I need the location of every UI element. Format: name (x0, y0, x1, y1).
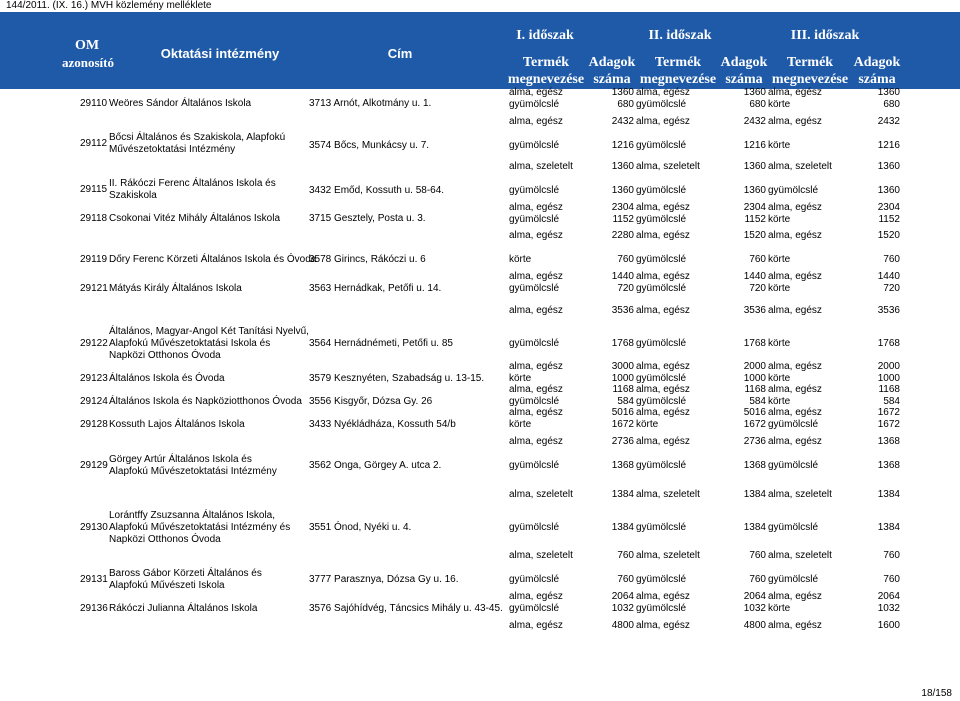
p3-product: alma, egész (768, 436, 822, 447)
p3-product: alma, egész (768, 305, 822, 316)
p3-qty: 1600 (877, 620, 900, 631)
p2-qty: 1768 (743, 338, 766, 349)
p3-qty: 1216 (877, 140, 900, 151)
p1-product: alma, szeletelt (509, 489, 573, 500)
p3-qty: 1368 (877, 460, 900, 471)
p2-product: alma, egész (636, 271, 690, 282)
p1-product: körte (509, 419, 532, 430)
p2-product: alma, egész (636, 436, 690, 447)
p2-product: gyümölcslé (636, 99, 687, 110)
p1-qty: 1152 (612, 214, 634, 225)
address: 3556 Kisgyőr, Dózsa Gy. 26 (309, 396, 433, 407)
address: 3564 Hernádnémeti, Petőfi u. 85 (309, 338, 453, 349)
p3-product: körte (768, 254, 791, 265)
p3-product: alma, egész (768, 116, 822, 127)
p2-qty: 760 (749, 550, 766, 561)
p2-qty: 3536 (743, 305, 766, 316)
om-id: 29121 (80, 283, 108, 294)
p1-product: gyümölcslé (509, 396, 560, 407)
om-id: 29123 (80, 373, 108, 384)
p3-product: gyümölcslé (768, 419, 819, 430)
om-id: 29122 (80, 338, 108, 349)
p2-qty: 1360 (743, 161, 766, 172)
p2-qty: 1384 (743, 522, 766, 533)
p1-qty: 1360 (611, 87, 634, 98)
om-id: 29131 (80, 574, 108, 585)
p2-product: gyümölcslé (636, 396, 687, 407)
p3-product: alma, egész (768, 271, 822, 282)
p2-product-line1: Termék (654, 55, 702, 70)
address-header: Cím (387, 46, 413, 61)
p3-product: körte (768, 338, 791, 349)
p1-qty: 1360 (611, 161, 634, 172)
p3-product: körte (768, 214, 791, 225)
address: 3713 Arnót, Alkotmány u. 1. (309, 98, 432, 109)
p3-product: körte (768, 283, 791, 294)
address: 3777 Parasznya, Dózsa Gy u. 16. (309, 574, 459, 585)
p3-qty: 1440 (877, 271, 900, 282)
p3-qty: 760 (883, 550, 900, 561)
om-header-line2: azonosító (62, 55, 114, 70)
om-id: 29118 (80, 213, 108, 224)
school-name: Lorántffy Zsuzsanna Általános Iskola, Alapfokú Művészetoktatási Intézmény és Napközi Otthonos Óvoda (109, 510, 291, 545)
p2-qty: 2304 (743, 202, 766, 213)
p2-qty: 584 (749, 396, 766, 407)
p2-product: alma, egész (636, 620, 690, 631)
school-name: Mátyás Király Általános Iskola (109, 283, 242, 294)
p1-qty-line1: Adagok (588, 55, 636, 70)
p2-product: alma, egész (636, 230, 690, 241)
address: 3562 Onga, Görgey A. utca 2. (309, 460, 442, 471)
p1-product: alma, egész (509, 620, 563, 631)
p2-qty: 1032 (743, 603, 766, 614)
p3-qty: 3536 (877, 305, 900, 316)
p1-qty: 2304 (611, 202, 634, 213)
p1-product: gyümölcslé (509, 99, 560, 110)
p2-qty: 2064 (743, 591, 766, 602)
school-name: Csokonai Vitéz Mihály Általános Iskola (109, 213, 281, 224)
p2-product: alma, egész (636, 202, 690, 213)
p2-product: alma, egész (636, 87, 690, 98)
p3-qty: 760 (883, 254, 900, 265)
p1-qty: 760 (617, 550, 634, 561)
address: 3432 Emőd, Kossuth u. 58-64. (309, 185, 445, 196)
p2-product: gyümölcslé (636, 574, 687, 585)
p2-qty: 1000 (743, 373, 766, 384)
p3-product-line1: Termék (786, 55, 834, 70)
p3-qty: 1384 (877, 522, 900, 533)
period-2-header: II. időszak (648, 28, 712, 43)
school-name: Rákóczi Julianna Általános Iskola (109, 603, 258, 614)
p2-product: gyümölcslé (636, 214, 687, 225)
p2-qty: 2736 (743, 436, 766, 447)
p3-qty: 1368 (877, 436, 900, 447)
p3-qty: 1672 (877, 407, 900, 418)
p3-product: körte (768, 603, 791, 614)
p3-qty: 760 (883, 574, 900, 585)
p1-qty: 1672 (611, 419, 634, 430)
p1-qty: 1440 (611, 271, 634, 282)
running-header: 144/2011. (IX. 16.) MVH közlemény melléklete (6, 0, 212, 11)
om-id: 29110 (80, 98, 108, 109)
p3-product: gyümölcslé (768, 574, 819, 585)
p2-product: alma, szeletelt (636, 161, 700, 172)
p1-qty: 1768 (611, 338, 634, 349)
p1-product: gyümölcslé (509, 283, 560, 294)
p1-product: körte (509, 373, 532, 384)
address: 3433 Nyékládháza, Kossuth 54/b (309, 419, 456, 430)
p2-qty: 1672 (743, 419, 766, 430)
p2-product: gyümölcslé (636, 140, 687, 151)
p1-product: gyümölcslé (509, 185, 560, 196)
p1-product: alma, egész (509, 116, 563, 127)
p2-qty: 720 (749, 283, 766, 294)
p2-product: gyümölcslé (636, 522, 687, 533)
school-name: Bőcsi Általános és Szakiskola, Alapfokú Művészetoktatási Intézmény (109, 132, 286, 155)
address: 3578 Girincs, Rákóczi u. 6 (309, 254, 426, 265)
p3-qty-line2: száma (858, 72, 896, 87)
p2-product: alma, egész (636, 116, 690, 127)
school-name: Baross Gábor Körzeti Általános és Alapfokú Művészeti Iskola (109, 568, 262, 591)
om-id: 29115 (80, 184, 108, 195)
p1-product: alma, szeletelt (509, 161, 573, 172)
p1-product: alma, egész (509, 436, 563, 447)
p2-product: gyümölcslé (636, 603, 687, 614)
p3-product: alma, egész (768, 384, 822, 395)
p1-product: alma, egész (509, 230, 563, 241)
p2-qty: 1216 (743, 140, 766, 151)
p1-product: gyümölcslé (509, 214, 560, 225)
p3-qty-line1: Adagok (853, 55, 901, 70)
p1-qty-header (582, 54, 642, 88)
p3-product: gyümölcslé (768, 522, 819, 533)
p3-product: körte (768, 99, 791, 110)
p3-product: alma, egész (768, 591, 822, 602)
p3-qty: 2304 (877, 202, 900, 213)
p1-qty: 584 (617, 396, 634, 407)
p1-product: alma, egész (509, 361, 563, 372)
p3-qty: 1384 (877, 489, 900, 500)
p2-qty-line1: Adagok (720, 55, 768, 70)
period-3-header: III. időszak (790, 28, 860, 43)
p2-qty: 680 (749, 99, 766, 110)
p3-product-header (769, 54, 851, 88)
p2-qty: 1520 (743, 230, 766, 241)
p3-qty: 584 (883, 396, 900, 407)
p3-product: gyümölcslé (768, 460, 819, 471)
p2-qty: 1360 (743, 87, 766, 98)
p1-product: körte (509, 254, 532, 265)
p2-product: gyümölcslé (636, 338, 687, 349)
p3-qty: 1360 (877, 87, 900, 98)
p3-qty: 2064 (877, 591, 900, 602)
p2-qty: 1360 (743, 185, 766, 196)
address: 3563 Hernádkak, Petőfi u. 14. (309, 283, 442, 294)
om-id: 29112 (80, 138, 108, 149)
p1-qty: 3536 (611, 305, 634, 316)
p3-qty: 1360 (877, 185, 900, 196)
p1-qty-line2: száma (593, 72, 631, 87)
p1-product-line2: megnevezése (507, 72, 585, 87)
p1-qty: 1384 (611, 489, 634, 500)
p2-product: alma, egész (636, 591, 690, 602)
p2-qty: 1168 (744, 384, 766, 395)
school-name: Általános Iskola és Óvoda (109, 373, 225, 384)
p1-qty: 760 (617, 574, 634, 585)
p1-qty: 1384 (611, 522, 634, 533)
om-id: 29124 (80, 396, 108, 407)
p2-product: gyümölcslé (636, 283, 687, 294)
p1-product: alma, szeletelt (509, 550, 573, 561)
p3-product: alma, egész (768, 230, 822, 241)
p1-product: alma, egész (509, 87, 563, 98)
om-header-line1: OM (74, 38, 100, 53)
p1-qty: 760 (617, 254, 634, 265)
om-id: 29130 (80, 522, 108, 533)
p2-product: gyümölcslé (636, 254, 687, 265)
p2-qty: 760 (749, 574, 766, 585)
p3-product: alma, szeletelt (768, 550, 832, 561)
p2-qty-line2: száma (725, 72, 763, 87)
school-header: Oktatási intézmény (160, 46, 280, 61)
p3-qty: 1000 (877, 373, 900, 384)
p3-qty: 1768 (877, 338, 900, 349)
p1-product: alma, egész (509, 407, 563, 418)
p3-product: gyümölcslé (768, 185, 819, 196)
p1-product-line1: Termék (522, 55, 570, 70)
p1-product: gyümölcslé (509, 460, 560, 471)
p1-product: alma, egész (509, 384, 563, 395)
p1-qty: 2280 (611, 230, 634, 241)
p1-qty: 5016 (611, 407, 634, 418)
p3-product: alma, egész (768, 361, 822, 372)
p2-qty: 5016 (743, 407, 766, 418)
p1-qty: 3000 (611, 361, 634, 372)
p1-product: alma, egész (509, 202, 563, 213)
p3-product: körte (768, 140, 791, 151)
p2-product: alma, egész (636, 361, 690, 372)
school-name: Dőry Ferenc Körzeti Általános Iskola és Óvoda (109, 254, 317, 265)
p3-product: körte (768, 396, 791, 407)
school-name: Kossuth Lajos Általános Iskola (109, 419, 245, 430)
p3-qty: 1152 (878, 214, 900, 225)
p2-qty: 1440 (743, 271, 766, 282)
p3-qty: 680 (883, 99, 900, 110)
p2-product: gyümölcslé (636, 185, 687, 196)
p3-qty: 1672 (877, 419, 900, 430)
om-id: 29136 (80, 603, 108, 614)
p2-qty: 1152 (744, 214, 766, 225)
p1-qty: 2736 (611, 436, 634, 447)
p3-qty: 1032 (877, 603, 900, 614)
p3-qty: 720 (883, 283, 900, 294)
p1-product: alma, egész (509, 591, 563, 602)
period-1-header: I. időszak (516, 28, 574, 43)
p2-qty: 1384 (743, 489, 766, 500)
p2-qty: 2000 (743, 361, 766, 372)
om-id: 29128 (80, 419, 108, 430)
p3-qty: 2000 (877, 361, 900, 372)
p1-product: gyümölcslé (509, 140, 560, 151)
p1-product: gyümölcslé (509, 338, 560, 349)
p1-qty: 1000 (611, 373, 634, 384)
p1-product: gyümölcslé (509, 574, 560, 585)
p2-product: alma, szeletelt (636, 489, 700, 500)
p2-product: körte (636, 419, 659, 430)
table-header (0, 12, 960, 89)
p2-qty: 1368 (743, 460, 766, 471)
p3-qty: 2432 (877, 116, 900, 127)
p1-product: gyümölcslé (509, 522, 560, 533)
address: 3574 Bőcs, Munkácsy u. 7. (309, 140, 430, 151)
address: 3579 Kesznyéten, Szabadság u. 13-15. (309, 373, 485, 384)
p1-product: alma, egész (509, 271, 563, 282)
p3-product: alma, egész (768, 202, 822, 213)
p1-qty: 680 (617, 99, 634, 110)
om-id: 29129 (80, 460, 108, 471)
page-number: 18/158 (921, 688, 952, 699)
p2-qty: 760 (749, 254, 766, 265)
address: 3576 Sajóhídvég, Táncsics Mihály u. 43-45. (309, 603, 503, 614)
p3-qty-header (847, 54, 907, 88)
p1-product-header (505, 54, 587, 88)
p2-product: gyümölcslé (636, 373, 687, 384)
p3-qty: 1520 (877, 230, 900, 241)
p2-product: gyümölcslé (636, 460, 687, 471)
p2-qty: 4800 (743, 620, 766, 631)
p3-product: alma, szeletelt (768, 161, 832, 172)
p1-qty: 1368 (611, 460, 634, 471)
p2-product: alma, egész (636, 305, 690, 316)
p3-product: alma, egész (768, 407, 822, 418)
p2-product-header (637, 54, 719, 88)
p2-product: alma, egész (636, 407, 690, 418)
running-header-bar (0, 0, 960, 12)
p2-product-line2: megnevezése (639, 72, 717, 87)
school-name: Általános Iskola és Napköziotthonos Óvoda (109, 396, 302, 407)
p1-qty: 4800 (611, 620, 634, 631)
om-id: 29119 (80, 254, 108, 265)
p1-product: gyümölcslé (509, 603, 560, 614)
p1-product: alma, egész (509, 305, 563, 316)
p3-qty: 1360 (877, 161, 900, 172)
p3-product: alma, egész (768, 620, 822, 631)
p1-qty: 2432 (611, 116, 634, 127)
p1-qty: 720 (617, 283, 634, 294)
p2-product: alma, szeletelt (636, 550, 700, 561)
p2-product: alma, egész (636, 384, 690, 395)
school-name: Görgey Artúr Általános Iskola és Alapfokú Művészetoktatási Intézmény (109, 454, 277, 477)
school-name: Általános, Magyar-Angol Két Tanítási Nyelvű, Alapfokú Művészetoktatási Iskola és Napközi Otthonos Óvoda (109, 326, 309, 361)
school-name: II. Rákóczi Ferenc Általános Iskola és Szakiskola (109, 178, 276, 201)
p3-product: alma, egész (768, 87, 822, 98)
p3-product-line2: megnevezése (771, 72, 849, 87)
p1-qty: 1032 (611, 603, 634, 614)
p3-product: alma, szeletelt (768, 489, 832, 500)
school-name: Weöres Sándor Általános Iskola (109, 98, 252, 109)
address: 3715 Gesztely, Posta u. 3. (309, 213, 426, 224)
p3-qty: 1168 (878, 384, 900, 395)
p1-qty: 2064 (611, 591, 634, 602)
p1-qty: 1168 (612, 384, 634, 395)
p3-product: körte (768, 373, 791, 384)
p1-qty: 1360 (611, 185, 634, 196)
p1-qty: 1216 (611, 140, 634, 151)
p2-qty-header (714, 54, 774, 88)
address: 3551 Ónod, Nyéki u. 4. (309, 522, 412, 533)
om-header (62, 37, 112, 71)
p2-qty: 2432 (743, 116, 766, 127)
